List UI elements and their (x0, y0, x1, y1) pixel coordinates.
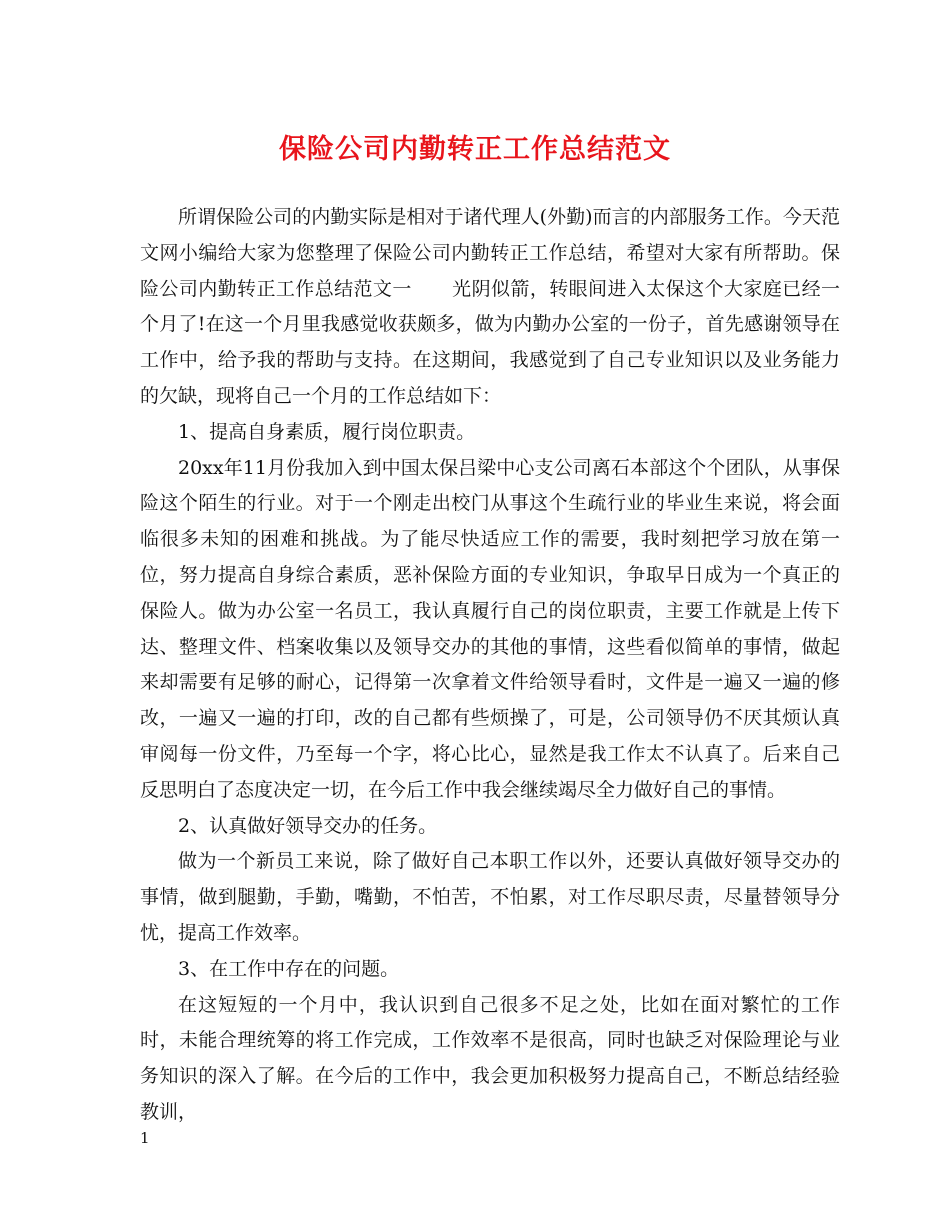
document-body (140, 200, 840, 1131)
section-paragraph-1: 20xx年11月份我加入到中国太保吕梁中心支公司离石本部这个个团队，从事保险这个陌生的行业。对于一个刚走出校门从事这个生疏行业的毕业生来说，将会面临很多未知的困难和挑战。为了能尽快适应工作的需要，我时刻把学习放在第一位，努力提高自身综合素质，恶补保险方面的专业知识，争取早日成为一个真正的保险人。做为办公室一名员工，我认真履行自己的岗位职责，主要工作就是上传下达、整理文件、档案收集以及领导交办的其他的事情，这些看似简单的事情，做起来却需要有足够的耐心，记得第一次拿着文件给领导看时，文件是一遍又一遍的修改，一遍又一遍的打印，改的自己都有些烦操了，可是，公司领导仍不厌其烦认真审阅每一份文件，乃至每一个字，将心比心，显然是我工作太不认真了。后来自己反思明白了态度决定一切，在今后工作中我会继续竭尽全力做好自己的事情。 (140, 456, 840, 801)
section-paragraph-3: 在这短短的一个月中，我认识到自己很多不足之处，比如在面对繁忙的工作时，未能合理统筹的将工作完成，工作效率不是很高，同时也缺乏对保险理论与业务知识的深入了解。在今后的工作中，我会更加积极努力提高自己，不断总结经验教训， (140, 993, 840, 1123)
section-heading-2: 2、认真做好领导交办的任务。 (178, 814, 438, 837)
section-paragraph-2: 做为一个新员工来说，除了做好自己本职工作以外，还要认真做好领导交办的事情，做到腿勤，手勤，嘴勤，不怕苦，不怕累，对工作尽职尽责，尽量替领导分忧，提高工作效率。 (140, 850, 840, 944)
page-number: 1 (140, 1129, 150, 1147)
document-title: 保险公司内勤转正工作总结范文 (279, 134, 671, 165)
section-heading-1: 1、提高自身素质，履行岗位职责。 (178, 420, 476, 443)
intro-continuation-text: 光阴似箭，转眼间进入太保这个大家庭已经一个月了!在这一个月里我感觉收获颇多，做为内勤办公室的一份子，首先感谢领导在工作中，给予我的帮助与支持。在这期间，我感觉到了自己专业知识以及业务能力的欠缺，现将自己一个月的工作总结如下： (140, 277, 840, 407)
intro-paragraph (140, 200, 840, 415)
intro-text: 所谓保险公司的内勤实际是相对于诸代理人(外勤)而言的内部服务工作。今天范文网小编给大家为您整理了保险公司内勤转正工作总结，希望对大家有所帮助。保险公司内勤转正工作总结范文一 (140, 206, 840, 300)
section-heading-3: 3、在工作中存在的问题。 (178, 957, 400, 980)
